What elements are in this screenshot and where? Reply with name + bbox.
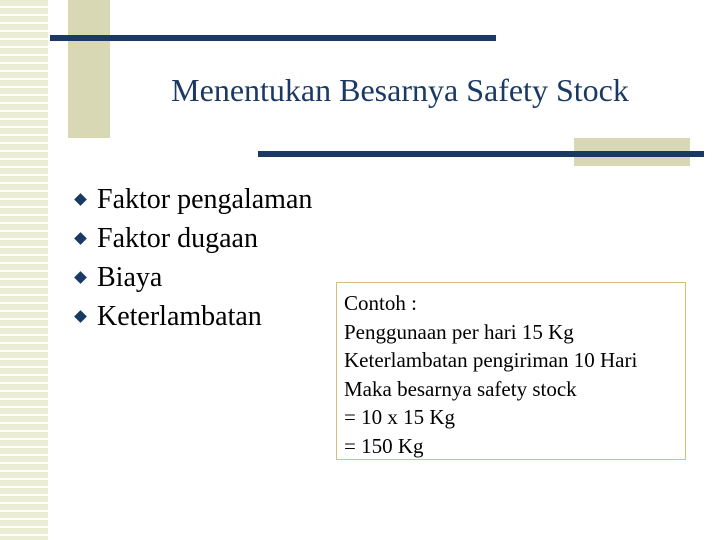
diamond-icon [74,310,87,323]
example-line: Keterlambatan pengiriman 10 Hari [344,348,638,372]
title-rule-bottom [258,151,704,157]
example-line: Contoh : [344,291,417,315]
decorative-tan-block-top [68,0,110,138]
bullet-item [74,219,312,258]
diamond-icon [74,232,87,245]
diamond-icon [74,271,87,284]
diamond-icon [74,193,87,206]
bullet-item [74,180,312,219]
example-line: Penggunaan per hari 15 Kg [344,319,574,344]
example-line: Maka besarnya safety stock [344,376,577,401]
bullet-item [74,297,312,336]
decorative-side-stripe [0,0,50,540]
title-rule-top [50,35,496,41]
example-line: = 10 x 15 Kg [344,405,456,429]
example-text-box [336,282,686,460]
bullet-label: Faktor pengalaman [97,184,313,215]
bullet-label: Biaya [97,262,163,293]
bullet-label: Keterlambatan [97,301,262,332]
bullet-label: Faktor dugaan [97,223,258,254]
bullet-item [74,258,312,297]
example-line: = 150 Kg [344,433,424,458]
slide-title: Menentukan Besarnya Safety Stock [171,72,629,108]
bullet-list [74,180,312,336]
